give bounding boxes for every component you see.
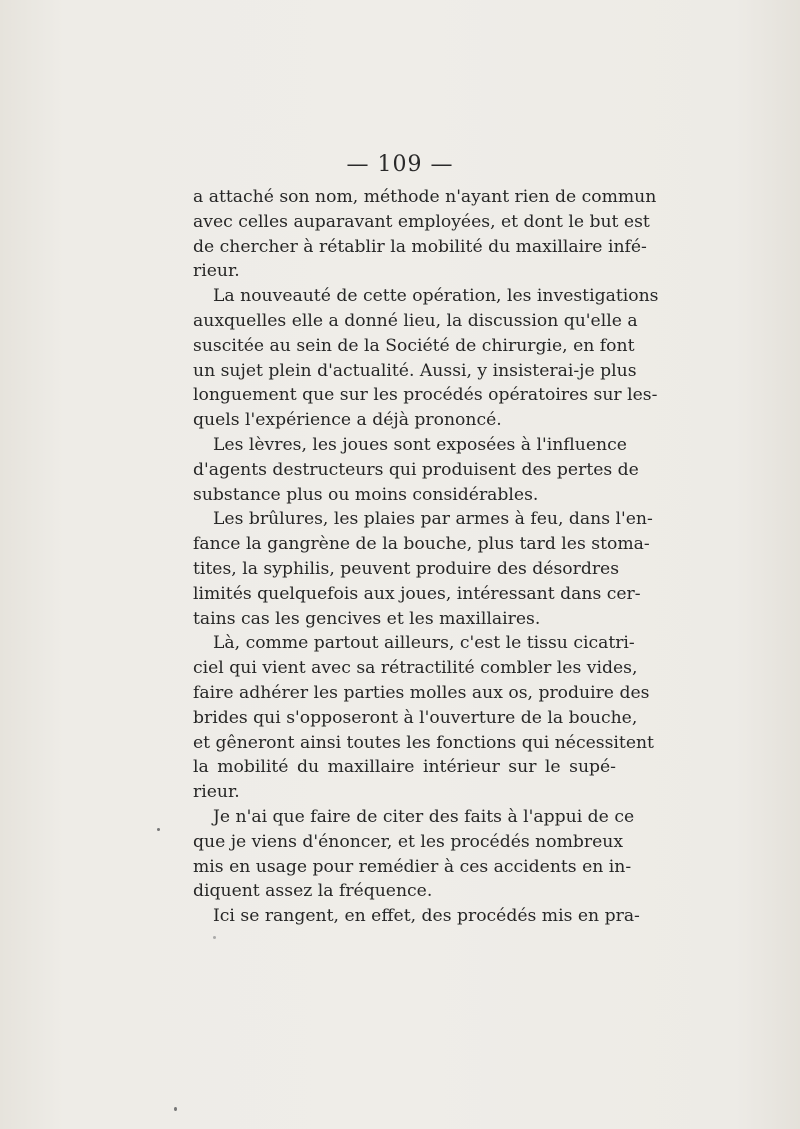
paragraph — [193, 433, 639, 507]
text-line: Là, comme partout ailleurs, c'est le tissu cicatri- — [213, 633, 635, 654]
text-line: La nouveauté de cette opération, les investigations — [213, 286, 659, 307]
paragraph — [193, 185, 657, 284]
text-line: un sujet plein d'actualité. Aussi, y insisterai-je plus — [193, 360, 637, 381]
text-line: de chercher à rétablir la mobilité du maxillaire infé- — [193, 236, 647, 257]
paragraph — [193, 284, 659, 433]
text-line: suscitée au sein de la Société de chirurgie, en font — [193, 335, 635, 356]
paper-speck — [157, 828, 160, 831]
text-line: rieur. — [193, 261, 240, 282]
paper-speck — [213, 936, 216, 939]
text-line: a attaché son nom, méthode n'ayant rien de commun — [193, 187, 657, 207]
paragraph — [193, 631, 654, 805]
text-line: d'agents destructeurs qui produisent des pertes de — [193, 459, 639, 480]
text-line: Je n'ai que faire de citer des faits à l'appui de ce — [213, 806, 635, 827]
text-line: ciel qui vient avec sa rétractilité combler les vides, — [193, 658, 638, 679]
text-line: mis en usage pour remédier à ces accidents en in- — [193, 856, 632, 877]
body-text — [193, 185, 659, 929]
text-line: Les lèvres, les joues sont exposées à l'influence — [213, 434, 627, 455]
paper-speck — [174, 1107, 177, 1111]
paragraph — [193, 904, 640, 929]
text-line: et gêneront ainsi toutes les fonctions qui nécessitent — [193, 732, 654, 753]
text-line: Les brûlures, les plaies par armes à feu, dans l'en- — [213, 509, 653, 530]
text-line: tites, la syphilis, peuvent produire des désordres — [193, 558, 620, 579]
text-line: auxquelles elle a donné lieu, la discussion qu'elle a — [193, 310, 638, 331]
text-line: Ici se rangent, en effet, des procédés mis en pra- — [213, 906, 640, 927]
text-line: brides qui s'opposeront à l'ouverture de la bouche, — [193, 707, 638, 728]
text-line: faire adhérer les parties molles aux os, produire des — [193, 682, 650, 703]
text-line: avec celles auparavant employées, et dont le but est — [193, 211, 650, 232]
paragraph — [193, 507, 653, 631]
text-line: diquent assez la fréquence. — [193, 881, 433, 902]
text-line: la mobilité du maxillaire intérieur sur le supé- — [193, 757, 616, 778]
text-line: longuement que sur les procédés opératoires sur les- — [193, 385, 658, 406]
page-number: — 109 — — [346, 152, 454, 177]
text-line: quels l'expérience a déjà prononcé. — [193, 410, 502, 431]
text-line: fance la gangrène de la bouche, plus tard les stoma- — [193, 534, 650, 555]
text-line: substance plus ou moins considérables. — [193, 484, 539, 505]
paragraph — [193, 805, 635, 904]
text-line: tains cas les gencives et les maxillaires. — [193, 608, 541, 629]
text-line: rieur. — [193, 782, 240, 803]
text-line: limités quelquefois aux joues, intéressant dans cer- — [193, 583, 641, 604]
text-line: que je viens d'énoncer, et les procédés nombreux — [193, 831, 624, 852]
